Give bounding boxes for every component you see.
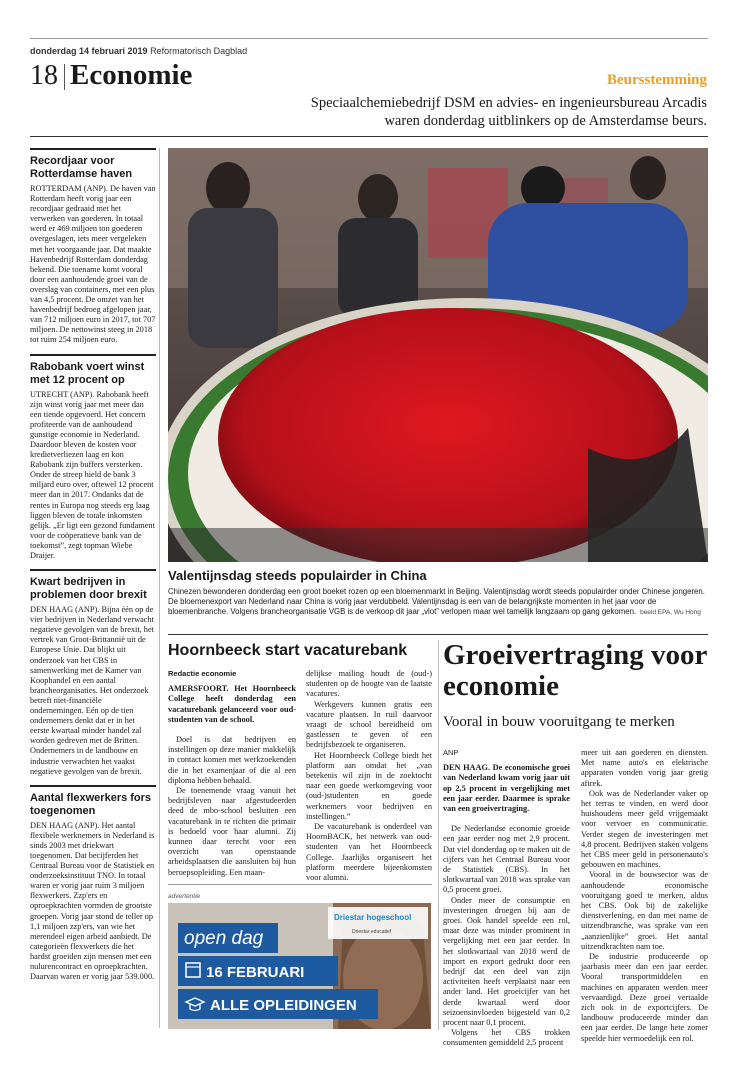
news-brief	[30, 354, 156, 562]
advert-label: advertentie	[168, 893, 201, 900]
ad-line-date: 16 FEBRUARI	[206, 964, 305, 981]
news-briefs-column	[30, 148, 156, 990]
open-day-ad	[168, 903, 431, 1029]
groei-byline: ANP	[443, 748, 459, 757]
column-divider	[438, 640, 439, 1030]
brief-body: UTRECHT (ANP). Rabobank heeft zijn winst vorig jaar met meer dan een tiende opgevoerd. Het concern profiteerde van de aanhoudend gunstige economie in Nederland. Daardoor bleven de kosten voor kredietverliezen laag en kon Rabobank zijn buffers versterken. Onder de streep hield de bank 3 miljard euro over, oftewel 12 procent meer dan in 2017. Ondanks dat de rentes in Europa nog steeds erg laag liggen bleven de totale inkomsten gelijk. „Er ligt een gezond fundament voor de coöperatieve bank van de toekomst”, zegt topman Wiebe Draijer.	[30, 389, 155, 560]
groei-headline: Groeivertraging voor economie	[443, 639, 707, 702]
dateline: donderdag 14 februari 2019 Reformatorisch Dagblad	[30, 46, 248, 56]
brief-title: Rabobank voert winst met 12 procent op	[30, 360, 145, 386]
brief-body: DEN HAAG (ANP). Bijna één op de vier bedrijven in Nederland verwacht negatieve gevolgen van de brexit, het vertrek van Groot-Brittannië uit de Europese Unie. Dat blijkt uit onderzoek van het CBS in samenwerking met de Kamer van Koophandel en een aantal brancheorganisaties. Het onderzoek betreft niet-financiële ondernemingen. Eén op de tien ondernemers denkt dat er in het eerste kwartaal minder handel zal worden gedreven met de Britten. Ondernemers in de landbouw en industrie verwachten het vaakst negatieve gevolgen van de brexit.	[30, 605, 154, 776]
beursstemming-title: Beursstemming	[607, 72, 707, 88]
ad-line-programs: ALLE OPLEIDINGEN	[210, 997, 357, 1014]
photo-credit: beeld EPA, Wu Hong	[640, 609, 701, 617]
rose-bouquet-photo	[168, 148, 708, 562]
advertisement[interactable]	[168, 903, 431, 1029]
hoornbeeck-headline: Hoornbeeck start vacaturebank	[168, 642, 408, 659]
header-rule	[30, 136, 708, 137]
ad-line-open-dag: open dag	[184, 928, 264, 949]
caption-rule	[168, 634, 708, 635]
brand-sub: Driestar educatief	[352, 929, 392, 935]
brief-body: DEN HAAG (ANP). Het aantal flexibele werknemers in Nederland is sinds 2003 met driekwart toegenomen. Dat becijferden het Centraal Bureau voor de Statistiek en onderzoeksinstituut TNO. In totaal waren er vorig jaar ruim 3 miljoen flexwerkers. Zzp'ers en oproepkrachten vormden de grootste groepen. Vorig jaar stond de teller op 1,1 miljoen zzp'ers, van wie het merendeel eigen arbeid aanbiedt. De categorieën flexwerkers die het hardst groeiden zijn mensen met een nulurencontract en oproepkrachten. Daarvan waren er vorig jaar 539.000.	[30, 820, 155, 982]
hoornbeeck-byline: Redactie economie	[168, 669, 237, 678]
page-number: 18	[30, 60, 58, 91]
hoornbeeck-col-2: delijkse mailing houdt de (oud-) studenten op de hoogte van de laatste vacatures. Werkgevers kunnen gratis een vacature plaatsen. In ruil daarvoor vraagt de school bereidheid om gastlessen te geven of een bedrijfsbezoek te organiseren. Het Hoornbeeck College biedt het platform aan omdat het „van betekenis wil zijn in de zoektocht naar een goede werkomgeving voor (oud-)studenten en goede werknemers voor bedrijven en instellingen.” De vacaturebank is onderdeel van HoornBACK, het netwerk van oud-studenten van het Hoornbeeck College. Jaarlijks organiseert het platform meerdere bijeenkomsten voor alumni.	[306, 669, 432, 883]
ad-rule	[168, 884, 432, 885]
news-brief	[30, 785, 156, 983]
brief-title: Aantal flexwerkers fors toegenomen	[30, 791, 152, 817]
news-brief	[30, 148, 156, 346]
photo-caption: Chinezen bewonderen donderdag een groot boeket rozen op een bloemenmarkt in Beijing. Valentijnsdag wordt steeds populairder onder Chinese jongeren. De bloemenexport van Nederland naar China is vorig jaar verdubbeld. Valentijnsdag is een van de belangrijkste momenten in het jaar voor de bloemenbranche. Volgens brancheorganisatie VGB is de verkoop dit jaar „vlot” verlopen maar wel tamelijk langzaam op gang gekomen. beeld EPA, Wu Hong	[168, 587, 705, 617]
hoornbeeck-col-1: Redactie economie AMERSFOORT. Het Hoornbeeck College heeft donderdag een vacaturebank gelanceerd voor oud-studenten van de school. Doel is dat bedrijven en instellingen op deze manier makkelijk in contact komen met werkzoekenden die in het examenjaar of die al een diploma hebben behaald. De toenemende vraag vanuit het bedrijfsleven naar afgestudeerden deed de mbo-school besluiten een vacaturebank in te richten die primair is bedoeld voor haar alumni. Zij kunnen daar terecht voor een overzicht van openstaande arbeidsplaatsen die aansluiten bij hun beroepsopleiding. Een maan-	[168, 669, 296, 877]
top-rule	[30, 38, 708, 39]
groei-lead: DEN HAAG. De economische groei van Nederland kwam vorig jaar uit op 2,5 procent in vergelijking met een jaar eerder. Daarmee is sprake van een groeivertraging.	[443, 763, 570, 814]
brief-title: Kwart bedrijven in problemen door brexit	[30, 576, 147, 602]
photo-caption-title: Valentijnsdag steeds populairder in China	[168, 568, 427, 583]
page-separator	[64, 64, 65, 90]
groei-col-2: meer uit aan goederen en diensten. Met name auto's en elektrische apparaten vonden vorig jaar gretig aftrek. Ook was de Nederlander vaker op het terras te vinden, en werd door huishoudens meer geld vrijgemaakt voor vervoer en communicatie. Verder stegen de investeringen met 4,8 procent. Bedrijven staken volgens het CBS meer geld in personenauto's gebouwen en machines. Vooral in de bouwsector was de aanhoudende economische vooruitgang goed te merken, aldus het CBS. Ook bij de zakelijke dienstverlening, en dan met name de uitzendbranche, was sprake van een „aanzienlijke” groei. Het aantal uitzendkrachten nam toe. De industrie produceerde op jaarbasis meer dan een jaar eerder. Vooral transportmiddelen en machines en apparaten werden meer vervaardigd. Deze groei vertaalde zich ook in de exportcijfers. De landbouw produceerde minder dan een jaar eerder. De lange hete zomer speelde hier vermoedelijk een rol.	[581, 748, 708, 1043]
brand-name: Driestar hogeschool	[334, 913, 412, 922]
news-photo	[168, 148, 708, 562]
hoornbeeck-lead: AMERSFOORT. Het Hoornbeeck College heeft donderdag een vacaturebank gelanceerd voor oud-studenten van de school.	[168, 684, 296, 724]
brief-body: ROTTERDAM (ANP). De haven van Rotterdam heeft vorig jaar een recordjaar gedraaid met het verwerken van goederen. In totaal werd er 469 miljoen ton goederen overgeslagen, iets meer vergeleken met het voorgaande jaar. Dat maakte Havenbedrijf Rotterdam donderdag bekend. Die toename komt vooral door een aanhoudende groei van de overslag van containers, met een plus van 4,5 procent. De omzet van het havenbedrijf bedroeg afgelopen jaar, van 712 miljoen euro in 2017, tot 707 miljoen. De nettowinst steeg in 2018 tot ruim 254 miljoen euro.	[30, 184, 156, 345]
section-title: Economie	[70, 59, 193, 91]
news-brief	[30, 569, 156, 777]
column-divider	[159, 148, 160, 1028]
brief-title: Recordjaar voor Rotterdamse haven	[30, 155, 133, 180]
groei-col-1: ANP DEN HAAG. De economische groei van Nederland kwam vorig jaar uit op 2,5 procent in vergelijking met een jaar eerder. Daarmee is sprake van een groeivertraging. De Nederlandse economie groeide een jaar eerder nog met 2,9 procent. Dat viel donderdag op te maken uit de cijfers van het Centraal Bureau voor de Statistiek (CBS). In het slotkwartaal van 2018 was sprake van 0,5 procent groei. Onder meer de consumptie en investeringen droegen bij aan de groei. Ook handel speelde een rol, maar deze was minder prominent in vergelijking met een jaar eerder. In het slotkwartaal van 2018 werd de import en export gedrukt door een bedrijf dat een deel van zijn activiteiten heeft verplaatst naar een ander land. Het groeicijfer van het derde kwartaal werd door seizoensinvloeden bijgesteld van 0,2 procent naar 0,1 procent. Volgens het CBS trokken consumenten gemiddeld 2,5 procent	[443, 748, 570, 1048]
groei-subhead: Vooral in bouw vooruitgang te merken	[443, 714, 675, 730]
beursstemming-text: Speciaalchemiebedrijf DSM en advies- en ingenieursbureau Arcadis waren donderdag uitblinkers op de Amsterdamse beurs.	[310, 95, 707, 129]
